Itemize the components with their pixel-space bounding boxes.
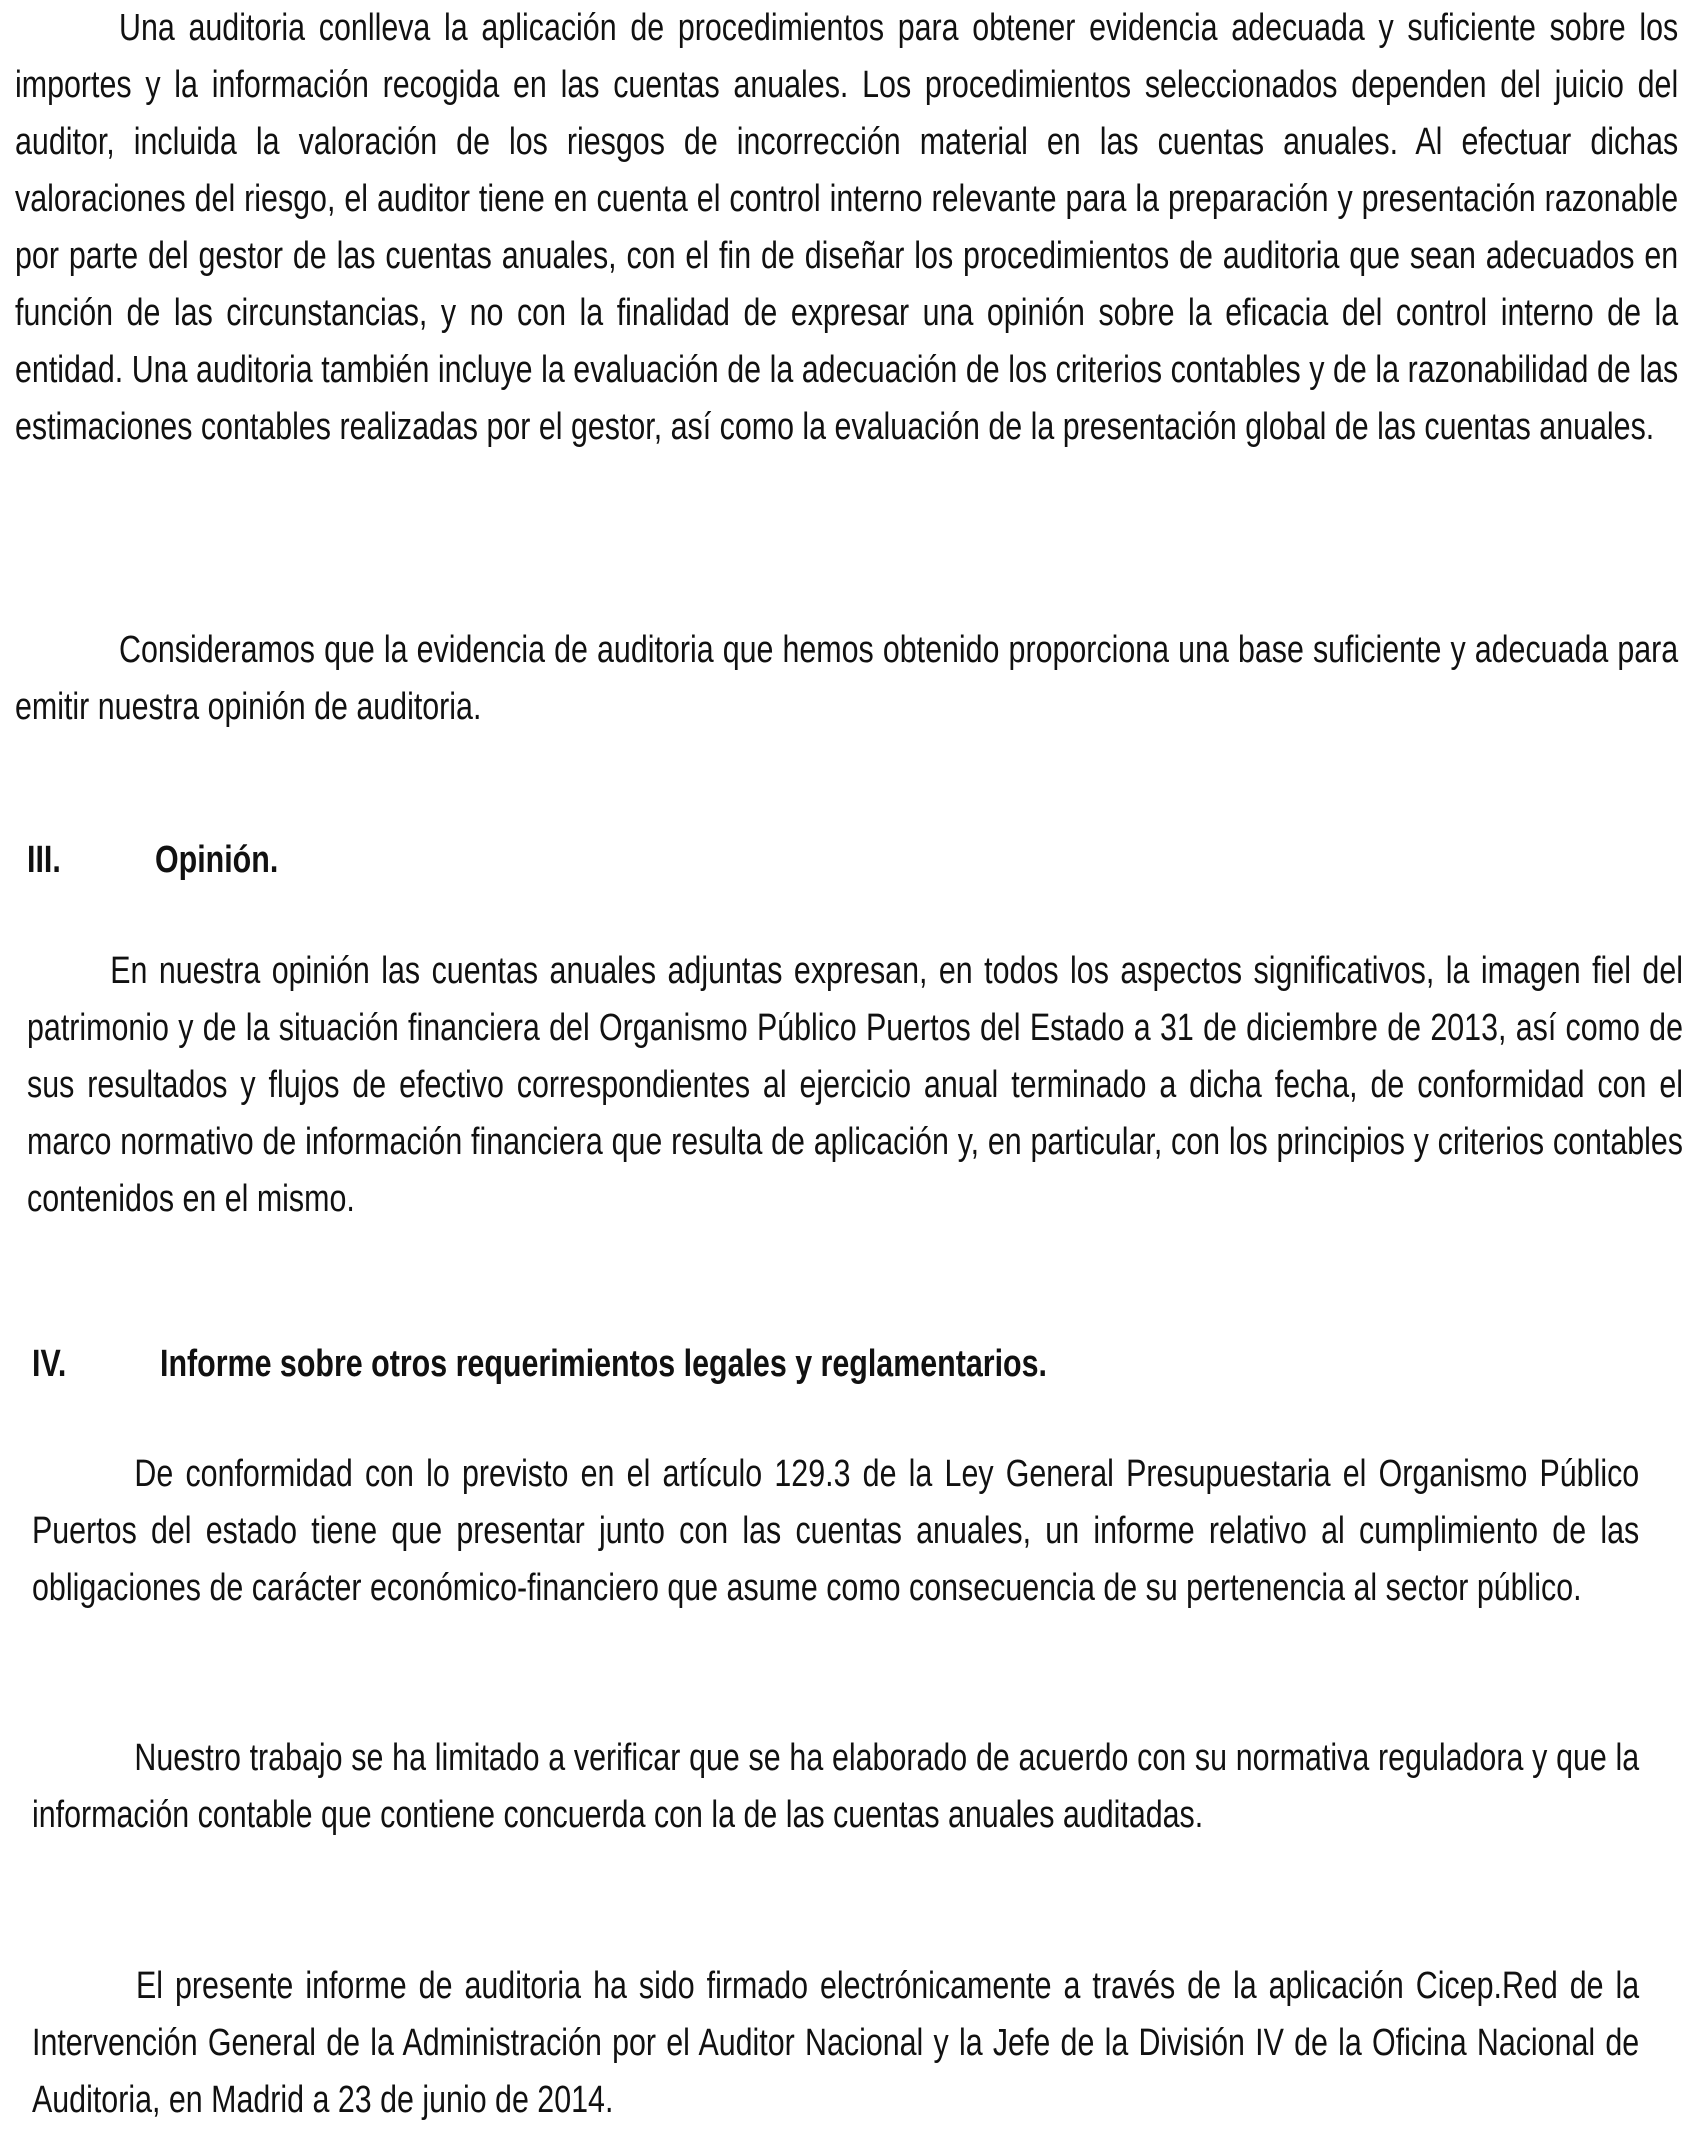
paragraph-audit-evidence: Consideramos que la evidencia de auditoria que hemos obtenido proporciona una base suficiente y adecuada para emitir nuestra opinión de auditoria. xyxy=(15,629,1679,728)
section-title: Informe sobre otros requerimientos legales y reglamentarios. xyxy=(160,1343,1047,1385)
paragraph-electronic-signature: El presente informe de auditoria ha sido firmado electrónicamente a través de la aplicación Cicep.Red de la Intervención General de la Administración por el Auditor Nacional y la Jefe de la División IV de la Oficina Nacional de Auditoria, en Madrid a 23 de junio de 2014. xyxy=(32,1965,1640,2121)
section-number: III. xyxy=(27,839,61,881)
paragraph-audit-procedures: Una auditoria conlleva la aplicación de procedimientos para obtener evidencia adecuada y suficiente sobre los importes y la información recogida en las cuentas anuales. Los procedimientos seleccionados dependen del juicio del auditor, incluida la valoración de los riesgos de incorrección material en las cuentas anuales. Al efectuar dichas valoraciones del riesgo, el auditor tiene en cuenta el control interno relevante para la preparación y presentación razonable por parte del gestor de las cuentas anuales, con el fin de diseñar los procedimientos de auditoria que sean adecuados en función de las circunstancias, y no con la finalidad de expresar una opinión sobre la eficacia del control interno de la entidad. Una auditoria también incluye la evaluación de la adecuación de los criterios contables y de la razonabilidad de las estimaciones contables realizadas por el gestor, así como la evaluación de la presentación global de las cuentas anuales. xyxy=(15,7,1679,448)
section-title: Opinión. xyxy=(155,839,279,881)
paragraph-scope-of-work: Nuestro trabajo se ha limitado a verificar que se ha elaborado de acuerdo con su normativa reguladora y que la información contable que contiene concuerda con la de las cuentas anuales auditadas. xyxy=(32,1737,1640,1836)
paragraph-opinion: En nuestra opinión las cuentas anuales adjuntas expresan, en todos los aspectos significativos, la imagen fiel del patrimonio y de la situación financiera del Organismo Público Puertos del Estado a 31 de diciembre de 2013, así como de sus resultados y flujos de efectivo correspondientes al ejercicio anual terminado a dicha fecha, de conformidad con el marco normativo de información financiera que resulta de aplicación y, en particular, con los principios y criterios contables contenidos en el mismo. xyxy=(27,950,1684,1220)
section-heading-opinion xyxy=(27,832,278,889)
section-heading-legal-requirements xyxy=(32,1336,1047,1393)
paragraph-legal-requirement: De conformidad con lo previsto en el artículo 129.3 de la Ley General Presupuestaria el Organismo Público Puertos del estado tiene que presentar junto con las cuentas anuales, un informe relativo al cumplimiento de las obligaciones de carácter económico-financiero que asume como consecuencia de su pertenencia al sector público. xyxy=(32,1453,1640,1609)
section-number: IV. xyxy=(32,1343,67,1385)
